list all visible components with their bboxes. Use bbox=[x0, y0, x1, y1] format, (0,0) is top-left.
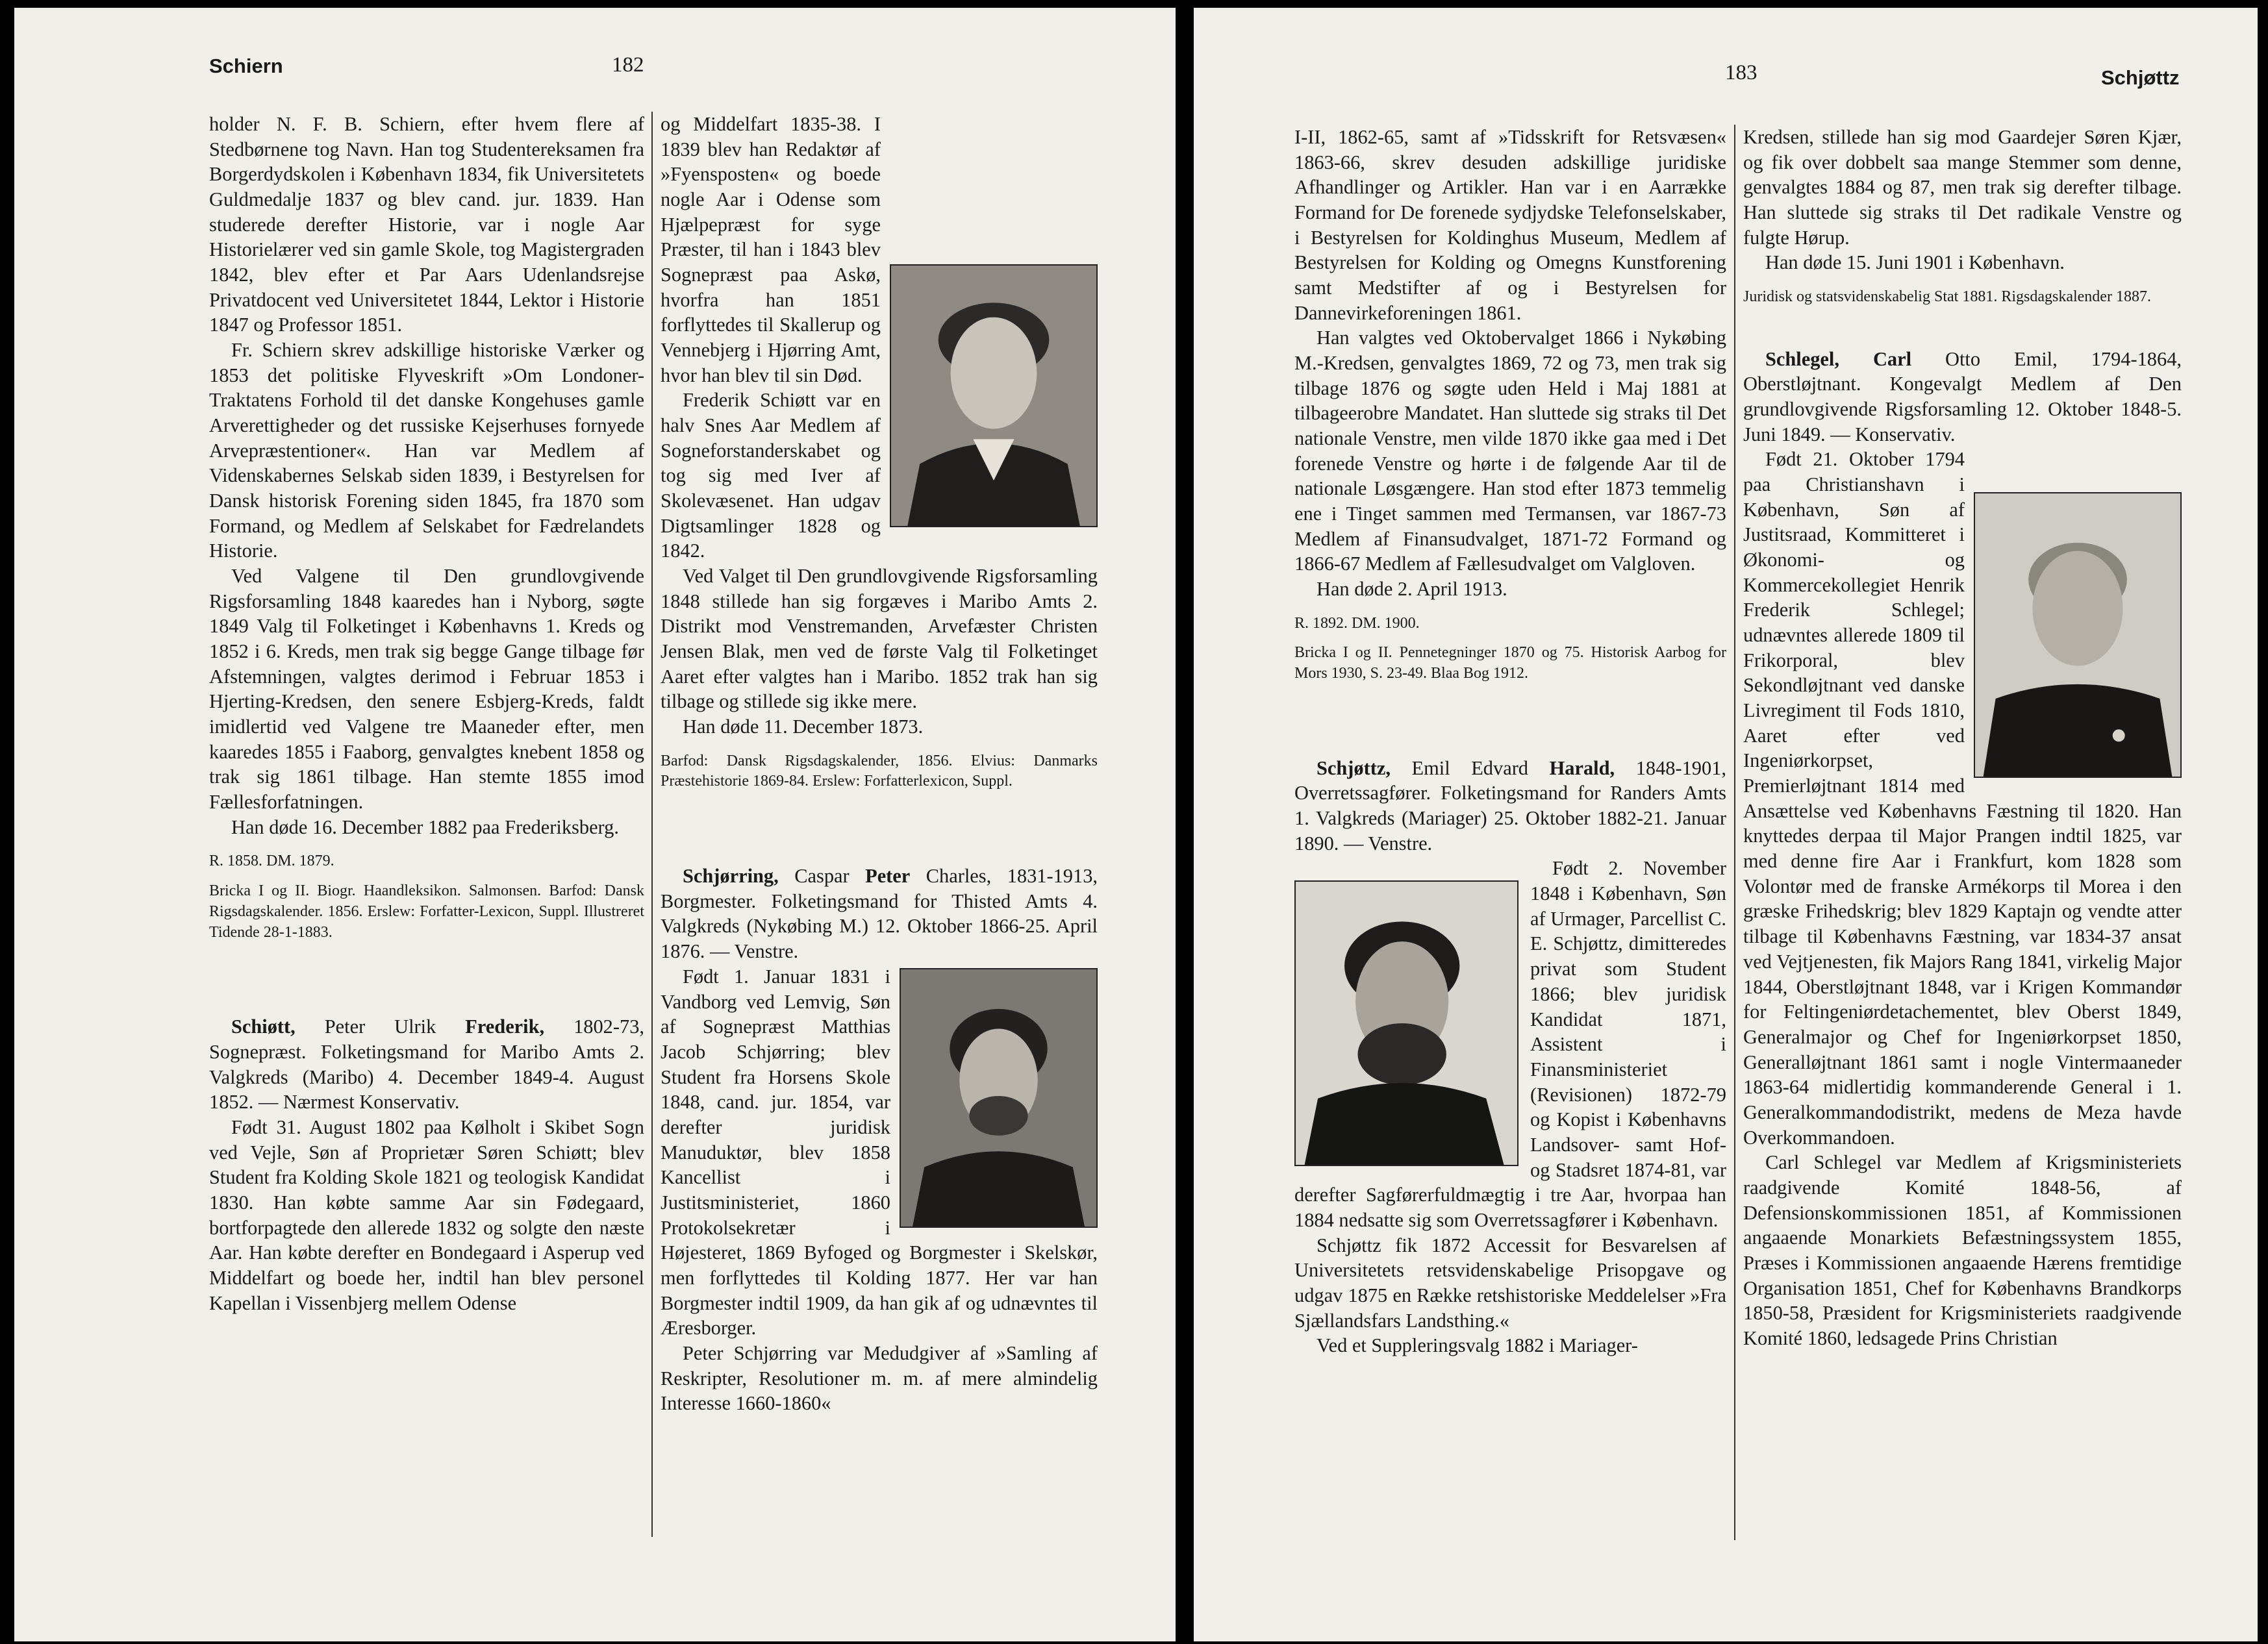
paragraph: holder N. F. B. Schiern, efter hvem flere af Stedbørnene tog Navn. Han tog Studentereksamen fra Borgerdydskolen i København 1834, fik Universitetets Guldmedalje 1837 og blev cand. jur. 1839. Han studerede derefter Historie, var i nogle Aar Historielærer ved sin gamle Skole, tog Magistergraden 1842, blev efter et Par Aars Udenlandsrejse Privatdocent ved Universitetet 1844, Lektor i Historie 1847 og Professor 1851. bbox=[209, 113, 644, 336]
entry-name: Schjøttz, bbox=[1317, 756, 1391, 779]
entry-intro: Otto Emil, 1794-1864, Oberstløjtnant. Kongevalgt Medlem af Den grundlovgivende Rigsforsamling 12. Oktober 1848-5. Juni 1849. — Konservativ. bbox=[1743, 347, 2182, 445]
entry-given-names: Emil Edvard bbox=[1390, 756, 1550, 779]
page-number-right: 183 bbox=[1725, 61, 1758, 84]
entry-heading-schlegel bbox=[1743, 347, 2182, 447]
bibliography: Bricka I og II. Biogr. Haandleksikon. Salmonsen. Barfod: Dansk Rigsdagskalender. 1856. Erslew: Forfatter-Lexicon, Suppl. Illustreret Tidende 28-1-1883. bbox=[209, 882, 644, 941]
right-column-1 bbox=[1294, 125, 1726, 1358]
paragraph: Fr. Schiern skrev adskillige historiske Værker og 1853 det politiske Flyveskrift »Om Londoner-Traktatens Forhold til det danske Kongehuses gamle Arverettigheder og det russiske Kejserhuses fornyede Arvepræstentioner«. Han var Medlem af Videnskabernes Selskab siden 1839, i Bestyrelsen for Dansk historisk Forening siden 1845, fra 1870 som Formand, og Medlem af Selskabet for Fædrelandets Historie. bbox=[209, 339, 644, 562]
entry-call-name: Frederik, bbox=[465, 1015, 545, 1038]
column-rule bbox=[1734, 125, 1735, 1540]
paragraph: Ved Valget til Den grundlovgivende Rigsforsamling 1848 stillede han sig forgæves i Maribo Amts 2. Distrikt mod Venstremanden, Arvefæster Christen Jensen Blak, men ved de første Valg til Folketinget Aaret efter valgtes han i Maribo. 1852 trak han sig tilbage og stillede sig ikke mere. bbox=[661, 565, 1098, 713]
paragraph: Kredsen, stillede han sig mod Gaardejer Søren Kjær, og fik over dobbelt saa mange Stemmer som denne, genvalgtes 1884 og 87, men trak sig derefter tilbage. Han sluttede sig straks til Det radikale Venstre og fulgte Hørup. bbox=[1743, 126, 2182, 249]
paragraph: Carl Schlegel var Medlem af Krigsministeriets raadgivende Komité 1848-56, af Defensionskommissionen 1851, af Kommissionen angaaende Monarkiets Befæstningssystem 1855, Præses i Kommissionen angaaende Hærens fremtidige Organisation 1851, Chef for Københavns Brandkorps 1850-58, Præsident for Krigsministeriets raadgivende Komité 1860, ledsagede Prins Christian bbox=[1743, 1151, 2182, 1349]
bibliography: Juridisk og statsvidenskabelig Stat 1881. Rigsdagskalender 1887. bbox=[1743, 288, 2151, 306]
paragraph: Født 21. Oktober 1794 paa Christianshavn i København, Søn af Justitsraad, Kommitteret i Økonomi- og Kommercekollegiet Henrik Frederik Schlegel; udnævntes allerede 1809 til Frikorporal, blev Sekondløjtnant ved danske Livregiment til Fods 1810, Aaret efter ved Ingeniørkorpset, Premierløjtnant 1814 med Ansættelse ved Københavns Fæstning til 1820. Han knyttedes derpaa til Major Prangen indtil 1825, var med denne fire Aar i Frankfurt, kom 1828 som Volontør med de franske Armékorps til Morea i den græske Frihedskrig; blev 1829 Kaptajn og vendte atter tilbage til Københavns Fæstning, var 1834-37 ansat ved Vejtjenesten, fik Majors Rang 1841, virkelig Major 1844, Oberstløjtnant 1848, var i Krigen Kommandør for Feltingeniørdetachementet, blev Oberst 1849, Generalmajor og Chef for Ingeniørkorpset 1850, Generalløjtnant 1861 samt i nogle Vintermaaneder 1863-64 midlertidig kommanderende General i 1. Generalkommandodistrikt, medens de Meza havde Overkommandoen. bbox=[1743, 448, 2182, 1149]
entry-intro: 1802-73, Sognepræst. Folketingsmand for Maribo Amts 2. Valgkreds (Maribo) 4. December 1849-4. August 1852. — Nærmest Konservativ. bbox=[209, 1015, 644, 1114]
bibliography: Bricka I og II. Pennetegninger 1870 og 75. Historisk Aarbog for Mors 1930, S. 23-49. Blaa Bog 1912. bbox=[1294, 644, 1726, 682]
paragraph: Ved Valgene til Den grundlovgivende Rigsforsamling 1848 kaaredes han i Nyborg, søgte 1849 Valg til Folketinget i Københavns 1. Kreds og 1852 i 6. Kreds, men trak sig begge Gange tilbage før Afstemningen, valgtes derimod i Februar 1853 i Hjerting-Kredsen, den senere Esbjerg-Kreds, faldt imidlertid ved Valgene tre Maaneder efter, men kaaredes 1855 i Faaborg, genvalgtes knebent 1858 og trak sig 1861 tilbage. Han stemte 1855 imod Fællesforfatningen. bbox=[209, 565, 644, 814]
portrait-peter-schjorring bbox=[900, 968, 1098, 1228]
entry-heading-schjorring bbox=[661, 864, 1098, 964]
paragraph: Født 2. November 1848 i København, Søn af Urmager, Parcellist C. E. Schjøttz, dimitteredes privat som Student 1866; blev juridisk Kandidat 1871, Assistent i Finansministeriet (Revisionen) 1872-79 og Kopist i Københavns Landsover- samt Hof- og Stadsret 1874-81, var derefter Sagførerfuldmægtig i tre Aar, hvorpaa han 1884 nedsatte sig som Overretssagfører i København. bbox=[1294, 857, 1726, 1231]
paragraph: Han døde 2. April 1913. bbox=[1317, 578, 1507, 601]
entry-call-name: Harald, bbox=[1549, 756, 1615, 779]
entry-given-names: Peter Ulrik bbox=[295, 1015, 466, 1038]
entry-heading-schiott bbox=[209, 1014, 644, 1115]
running-head-left: Schiern bbox=[209, 55, 283, 77]
reference-line: R. 1858. DM. 1879. bbox=[209, 853, 334, 870]
paragraph: Han døde 15. Juni 1901 i København. bbox=[1765, 251, 2065, 274]
paragraph: Frederik Schiøtt var en halv Snes Aar Medlem af Sogneforstanderskabet og tog sig med Iver af Skolevæsenet. Han udgav Digtsamlinger 1828 og 1842. bbox=[661, 389, 881, 562]
entry-intro: 1848-1901, Overretssagfører. Folketingsmand for Randers Amts 1. Valgkreds (Mariager) 25. Oktober 1882-21. Januar 1890. — Venstre. bbox=[1294, 756, 1726, 854]
running-head-right: Schjøttz bbox=[2101, 66, 2180, 89]
entry-given-names: Caspar bbox=[778, 865, 866, 888]
left-column-1 bbox=[209, 112, 644, 1315]
right-page bbox=[1194, 8, 2258, 1641]
paragraph: Han døde 16. December 1882 paa Frederiksberg. bbox=[231, 816, 619, 838]
bibliography: Barfod: Dansk Rigsdagskalender, 1856. Elvius: Danmarks Præstehistorie 1869-84. Erslew: Forfatterlexicon, Suppl. bbox=[661, 752, 1098, 790]
portrait-harald-schjottz bbox=[1294, 880, 1518, 1166]
entry-name: Schiøtt, bbox=[231, 1015, 296, 1038]
paragraph: Han valgtes ved Oktobervalget 1866 i Nykøbing M.-Kredsen, genvalgtes 1869, 72 og 73, men trak sig tilbage 1876 og søgte uden Held i Maj 1881 at tilbageerobre Mandatet. Han sluttede sig straks til Det nationale Venstre, men vilde 1870 ikke gaa med i Det forenede Venstre og hørte i de følgende Aar til de nationale Løsgængere. Han stod efter 1873 temmelig ene i Tinget sammen med Termansen, var 1867-73 Medlem af Finansudvalget, 1871-72 Formand og 1866-67 Medlem af Fællesudvalget om Valgloven. bbox=[1294, 327, 1726, 575]
paragraph: Født 31. August 1802 paa Kølholt i Skibet Sogn ved Vejle, Søn af Proprietær Søren Schiøtt; blev Student fra Kolding Skole 1821 og teologisk Kandidat 1830. Han købte samme Aar sin Fødegaard, bortforpagtede den allerede 1832 og solgte den næste Aar. Han købte derefter en Bondegaard i Asperup ved Middelfart og boede her, indtil han blev personel Kapellan i Vissenbjerg mellem Odense bbox=[209, 1115, 644, 1314]
left-page bbox=[14, 8, 1176, 1641]
entry-intro: Charles, 1831-1913, Borgmester. Folketingsmand for Thisted Amts 4. Valgkreds (Nykøbing M.) 12. Oktober 1866-25. April 1876. — Venstre. bbox=[661, 865, 1098, 963]
paragraph: Født 1. Januar 1831 i Vandborg ved Lemvig, Søn af Sognepræst Matthias Jacob Schjørring; blev Student fra Horsens Skole 1848, cand. jur. 1854, var derefter juridisk Manuduktør, blev 1858 Kancellist i Justitsministeriet, 1860 Protokolsekretær i Højesteret, 1869 Byfoged og Borgmester i Skelskør, men forflyttedes til Kolding 1877. Her var han Borgmester indtil 1909, da han gik af og udnævntes til Æresborger. bbox=[661, 965, 1098, 1339]
right-column-2 bbox=[1743, 125, 2182, 1351]
paragraph: Peter Schjørring var Medudgiver af »Samling af Reskripter, Resolutioner m. m. af mere almindelig Interesse 1660-1860« bbox=[661, 1341, 1098, 1415]
entry-name: Schlegel, bbox=[1765, 347, 1839, 370]
paragraph: og Middelfart 1835-38. I 1839 blev han Redaktør af »Fyensposten« og boede nogle Aar i Odense som Hjælpepræst for syge Præster, til han i 1843 blev Sognepræst paa Askø, hvorfra han 1851 forflyttedes til Skallerup og Vennebjerg i Hjørring Amt, hvor han blev til sin Død. bbox=[661, 113, 881, 386]
entry-heading-schjottz bbox=[1294, 756, 1726, 856]
entry-call-name: Peter bbox=[865, 865, 911, 888]
reference-line: R. 1892. DM. 1900. bbox=[1294, 614, 1420, 632]
entry-call-name: Carl bbox=[1839, 347, 1912, 370]
paragraph: Han døde 11. December 1873. bbox=[683, 716, 924, 738]
paragraph: Schjøttz fik 1872 Accessit for Besvarelsen af Universitetets retsvidenskabelige Prisopgave og udgav 1875 en Række retshistoriske Meddelelser »Fra Sjællandsfars Landsthing.« bbox=[1294, 1234, 1726, 1332]
portrait-frederik-schiott bbox=[890, 264, 1098, 527]
page-number-left: 182 bbox=[612, 53, 644, 77]
portrait-carl-schlegel bbox=[1974, 492, 2182, 778]
left-column-2 bbox=[661, 112, 1098, 1416]
entry-name: Schjørring, bbox=[683, 865, 779, 888]
paragraph: Ved et Suppleringsvalg 1882 i Mariager- bbox=[1317, 1334, 1638, 1357]
column-rule bbox=[651, 112, 653, 1537]
paragraph: I-II, 1862-65, samt af »Tidsskrift for Retsvæsen« 1863-66, skrev desuden adskillige juridiske Afhandlinger og Artikler. Han var i en Aarrække Formand for De forenede sydjydske Telefonselskaber, i Bestyrelsen for Koldinghus Museum, Medlem af Bestyrelsen for Kolding og Omegns Kunstforening samt Medstifter af og i Bestyrelsen for Dannevirkeforeningen 1861. bbox=[1294, 126, 1726, 324]
